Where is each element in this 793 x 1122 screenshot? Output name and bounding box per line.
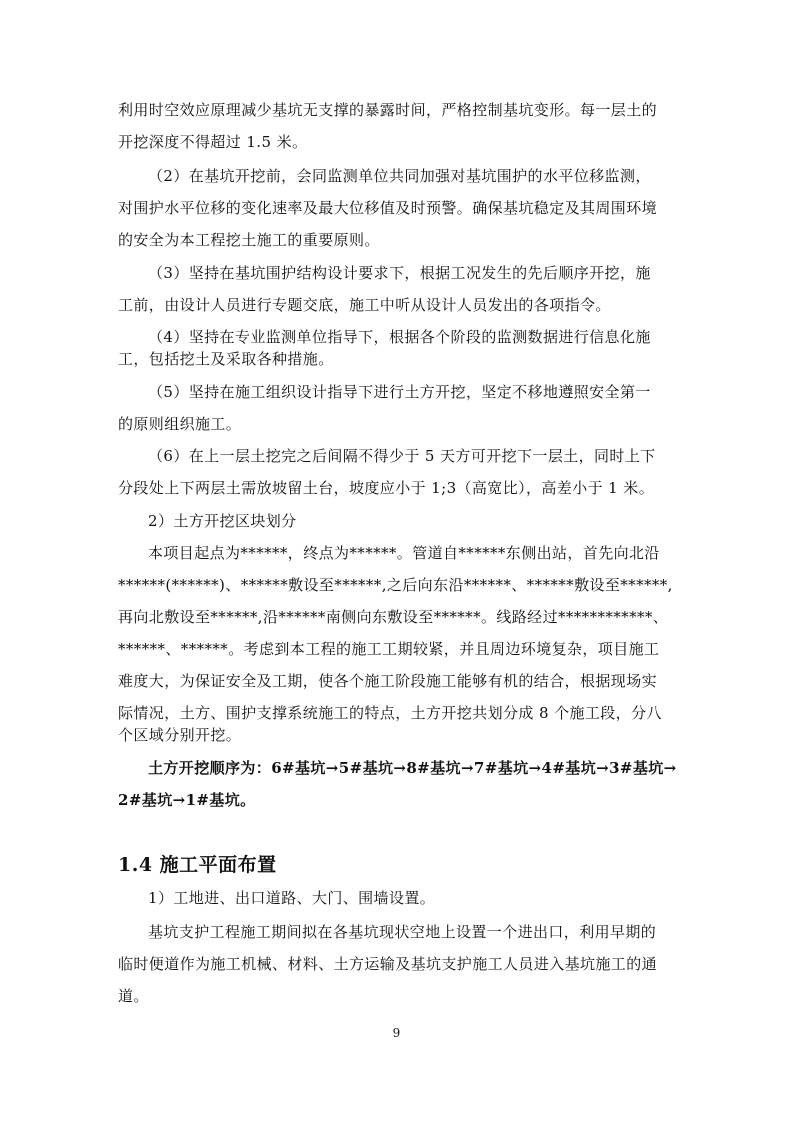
page-number: 9 [392, 1026, 401, 1040]
paragraph-line: 基坑支护工程施工期间拟在各基坑现状空地上设置一个进出口，利用早期的 [148, 923, 657, 941]
paragraph-line: 的安全为本工程挖土施工的重要原则。 [118, 231, 380, 249]
excavation-sequence: 土方开挖顺序为：6#基坑→5#基坑→8#基坑→7#基坑→4#基坑→3#基坑→ [148, 759, 677, 777]
paragraph-line: 对围护水平位移的变化速率及最大位移值及时预警。确保基坑稳定及其周围环境 [118, 199, 658, 217]
paragraph-line: （6）在上一层土挖完之后间隔不得少于 5 天方可开挖下一层土，同时上下 [148, 447, 656, 465]
paragraph-line: 利用时空效应原理减少基坑无支撑的暴露时间，严格控制基坑变形。每一层土的 [118, 101, 658, 119]
paragraph-line: 难度大，为保证安全及工期，使各个施工阶段施工能够有机的结合，根据现场实 [118, 672, 658, 690]
paragraph-line: 道。 [118, 987, 149, 1005]
section-heading: 1.4 施工平面布置 [118, 854, 277, 876]
paragraph-line: 再向北敷设至******,沿******南侧向东敷设至******。线路经过************、 [118, 608, 669, 626]
paragraph-line: （2）在基坑开挖前，会同监测单位共同加强对基坑围护的水平位移监测， [148, 167, 651, 185]
paragraph-line: ******、******。考虑到本工程的施工工期较紧，并且周边环境复杂，项目施工 [118, 640, 660, 658]
paragraph-line: 的原则组织施工。 [118, 415, 242, 433]
paragraph-line: （4）坚持在专业监测单位指导下，根据各个阶段的监测数据进行信息化施 [148, 328, 651, 346]
paragraph-line: 际情况，土方、围护支撑系统施工的特点，土方开挖共划分成 8 个施工段，分八 [118, 704, 662, 722]
paragraph-line: 分段处上下两层土需放坡留土台，坡度应小于 1;3（高宽比），高差小于 1 米。 [118, 479, 655, 497]
paragraph-line: 本项目起点为******，终点为******。管道自******东侧出站，首先向北沿 [148, 544, 660, 562]
subheading: 2）土方开挖区块划分 [148, 512, 297, 530]
paragraph-line: 工前，由设计人员进行专题交底，施工中听从设计人员发出的各项指令。 [118, 296, 611, 314]
paragraph-line: 工，包括挖土及采取各种措施。 [118, 350, 334, 368]
paragraph-line: （3）坚持在基坑围护结构设计要求下，根据工况发生的先后顺序开挖，施 [148, 264, 651, 282]
paragraph-line: 开挖深度不得超过 1.5 米。 [118, 133, 308, 151]
excavation-sequence: 2#基坑→1#基坑。 [118, 791, 256, 809]
paragraph-line: （5）坚持在施工组织设计指导下进行土方开挖，坚定不移地遵照安全第一 [148, 383, 651, 401]
paragraph-line: 临时便道作为施工机械、材料、土方运输及基坑支护施工人员进入基坑施工的通 [118, 955, 658, 973]
paragraph-line: ******(******)、******敷设至******,之后向东沿******、******敷设至******, [118, 576, 673, 594]
paragraph-line: 个区域分别开挖。 [118, 726, 242, 744]
subheading: 1）工地进、出口道路、大门、围墙设置。 [148, 889, 436, 907]
